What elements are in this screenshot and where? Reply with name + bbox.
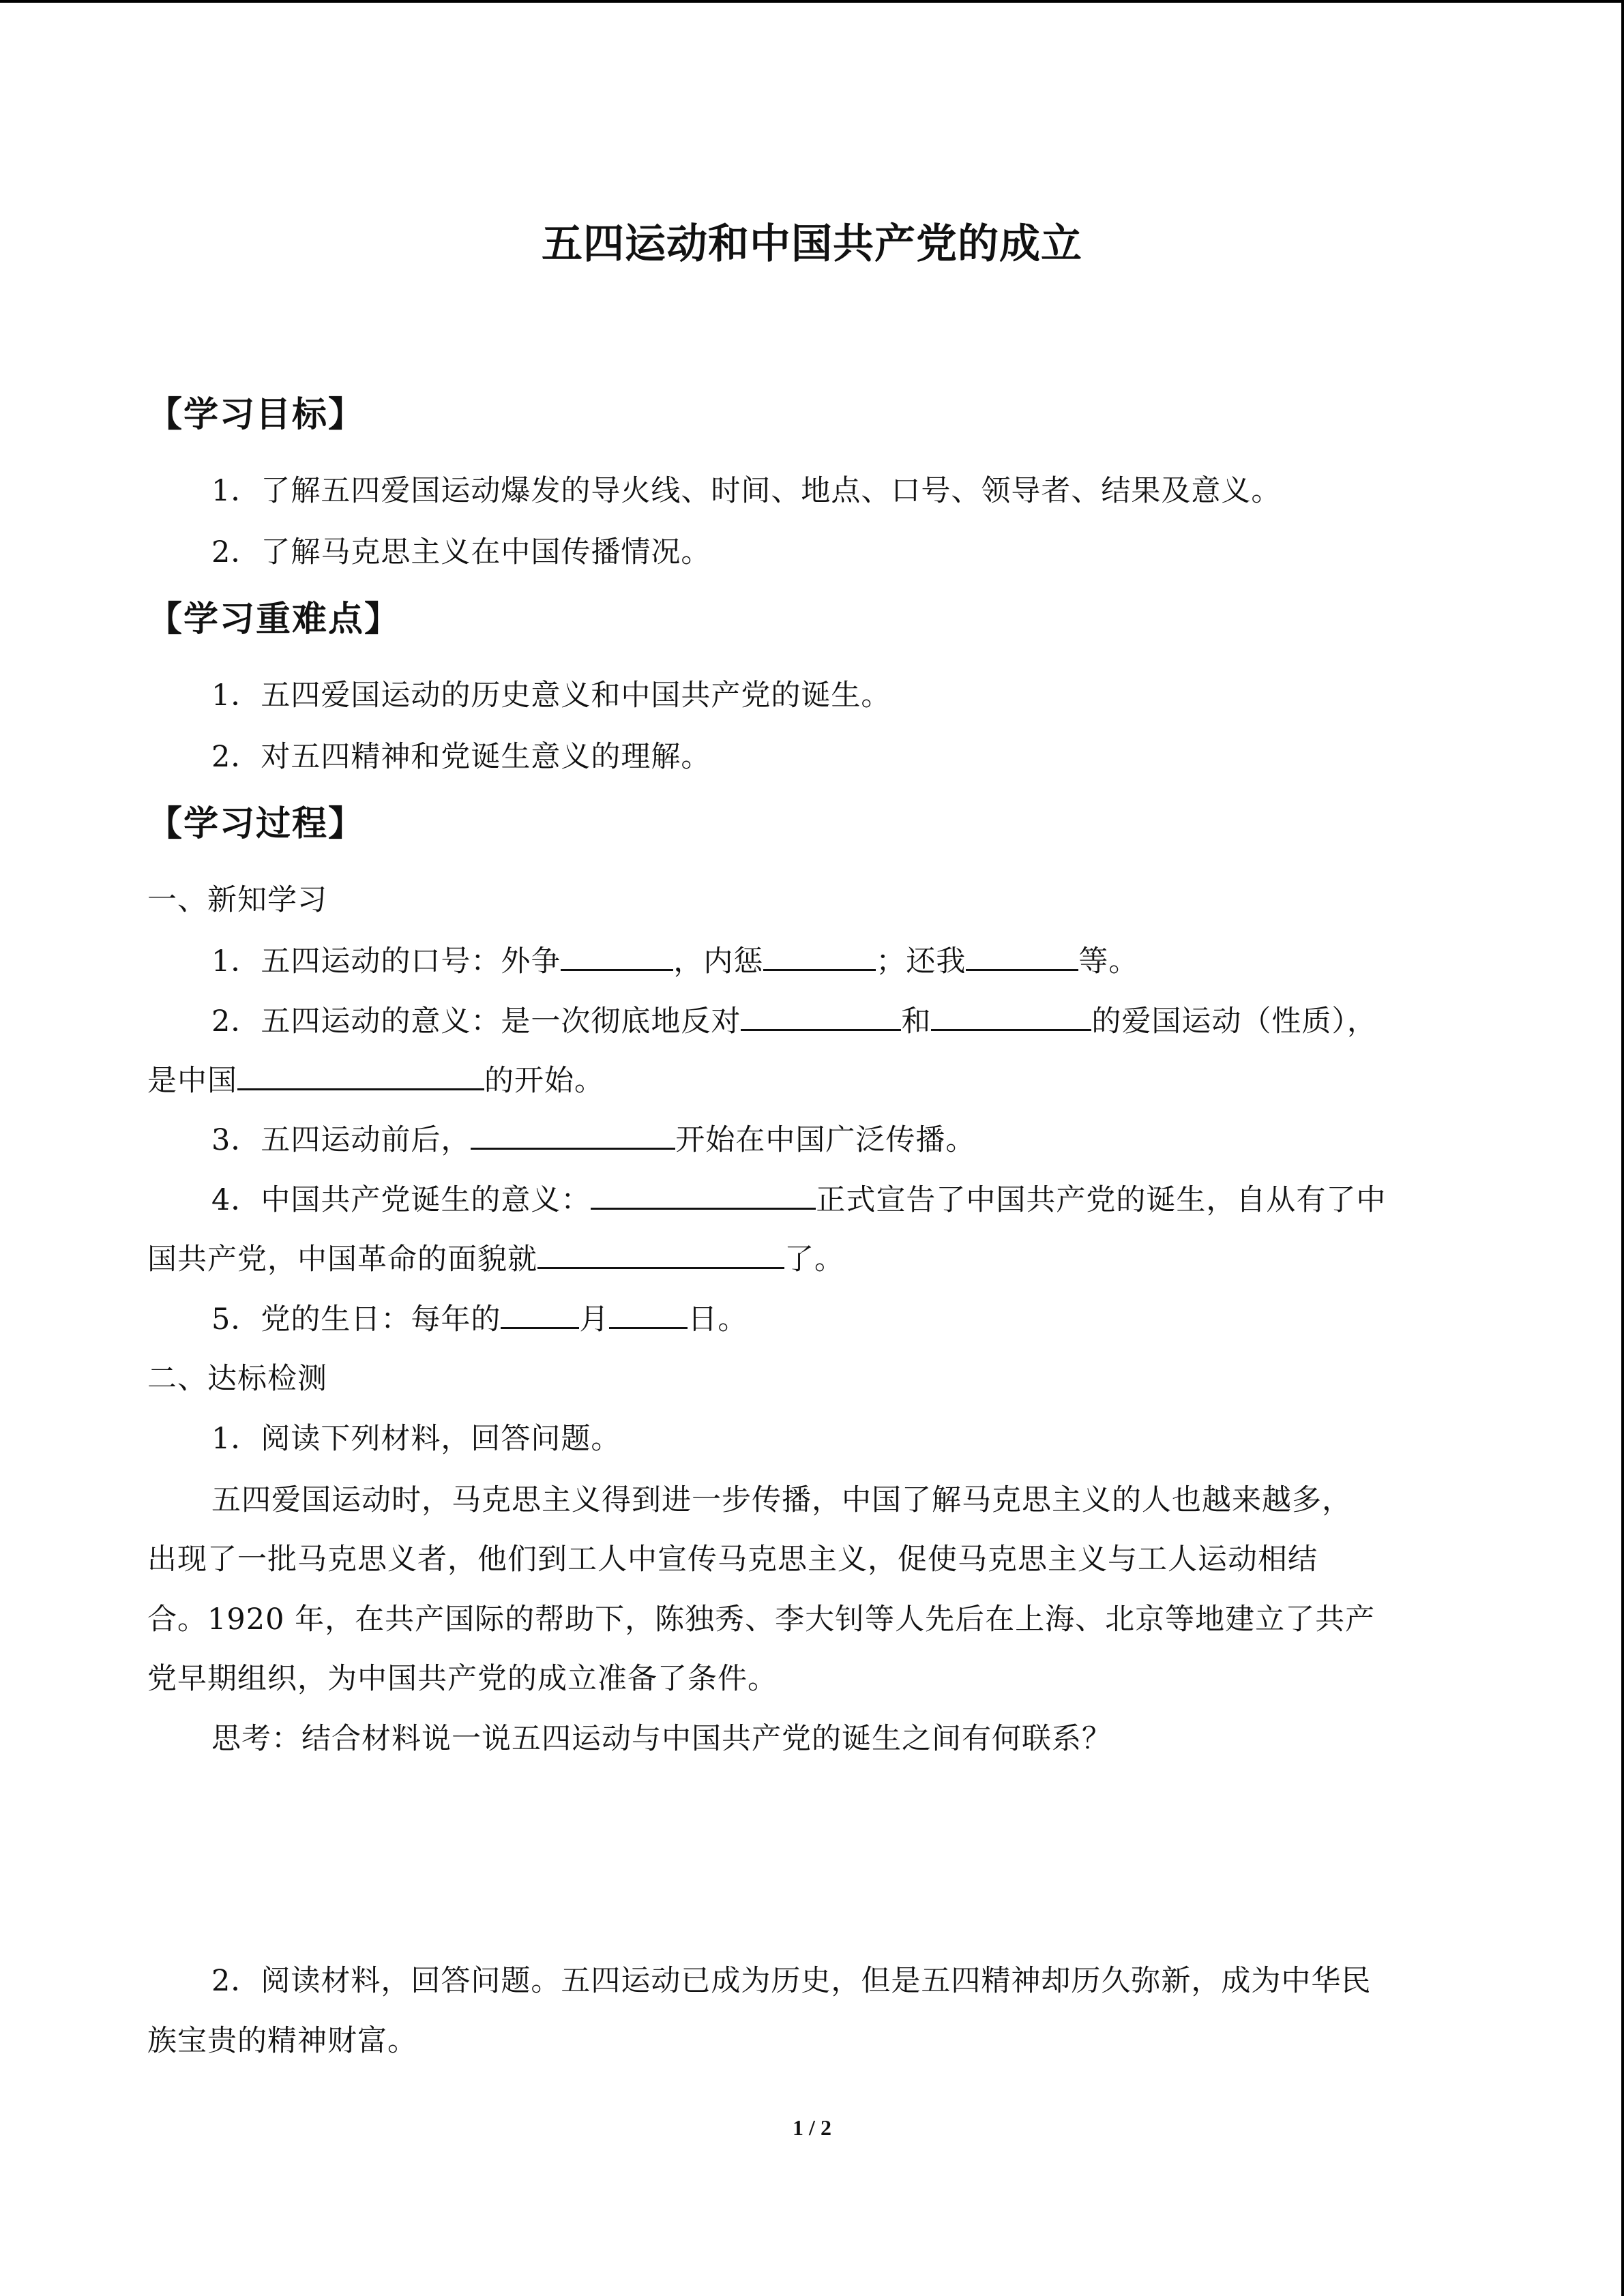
q1-text-c: ；还我: [876, 944, 966, 979]
right-border: [1621, 0, 1624, 2296]
material-line-4: 党早期组织，为中国共产党的成立准备了条件。: [147, 1662, 778, 1696]
q1-text-a: 1．五四运动的口号：外争: [211, 944, 561, 979]
question-2-line-2: [147, 1060, 1477, 1101]
answer-blank[interactable]: [609, 1302, 688, 1329]
answer-blank[interactable]: [237, 1064, 484, 1090]
question-5: [211, 1299, 1541, 1340]
answer-blank[interactable]: [931, 1004, 1091, 1031]
question-4-line-1: [211, 1180, 1541, 1221]
answer-blank[interactable]: [966, 944, 1078, 971]
heading-key-points: 【学习重难点】: [147, 599, 401, 640]
q4-text-c: 国共产党，中国革命的面貌就: [147, 1242, 537, 1277]
question-4-line-2: [147, 1239, 1477, 1280]
answer-blank[interactable]: [741, 1004, 901, 1031]
material-line-2: 出现了一批马克思义者，他们到工人中宣传马克思主义，促使马克思主义与工人运动相结: [147, 1542, 1318, 1577]
part2-question-2-line-2: 族宝贵的精神财富。: [147, 2024, 417, 2058]
part2-question-2-line-1: 2．阅读材料，回答问题。五四运动已成为历史，但是五四精神却历久弥新，成为中华民: [211, 1964, 1372, 1998]
key-point-item-1: 1．五四爱国运动的历史意义和中国共产党的诞生。: [211, 679, 891, 713]
heading-objectives: 【学习目标】: [147, 395, 365, 435]
top-border: [0, 0, 1624, 3]
q3-text-a: 3．五四运动前后，: [211, 1123, 471, 1157]
q2-text-a: 2．五四运动的意义：是一次彻底地反对: [211, 1004, 741, 1039]
answer-blank[interactable]: [591, 1183, 816, 1210]
think-question: 思考：结合材料说一说五四运动与中国共产党的诞生之间有何联系？: [211, 1722, 1112, 1756]
q3-text-b: 开始在中国广泛传播。: [675, 1123, 976, 1157]
answer-blank[interactable]: [501, 1302, 579, 1329]
q4-text-d: 了。: [784, 1242, 844, 1277]
answer-blank[interactable]: [537, 1242, 784, 1269]
question-3: [211, 1120, 1541, 1161]
objective-item-2: 2．了解马克思主义在中国传播情况。: [211, 535, 711, 569]
part2-question-1: 1．阅读下列材料，回答问题。: [211, 1422, 621, 1456]
answer-blank[interactable]: [763, 944, 876, 971]
page-title: 五四运动和中国共产党的成立: [542, 220, 1082, 268]
q5-text-b: 月: [579, 1302, 610, 1337]
material-line-3: 合。1920 年，在共产国际的帮助下，陈独秀、李大钊等人先后在上海、北京等地建立了共产: [147, 1602, 1376, 1637]
q4-text-a: 4．中国共产党诞生的意义：: [211, 1183, 591, 1217]
q2-text-d: 是中国: [147, 1064, 237, 1098]
answer-blank[interactable]: [471, 1123, 675, 1150]
heading-process: 【学习过程】: [147, 804, 365, 844]
question-2-line-1: [211, 1001, 1541, 1042]
q2-text-b: 和: [901, 1004, 932, 1039]
part1-heading: 一、新知学习: [147, 883, 327, 917]
q4-text-b: 正式宣告了中国共产党的诞生，自从有了中: [816, 1183, 1387, 1217]
q5-text-c: 日。: [688, 1302, 748, 1337]
q2-text-e: 的开始。: [484, 1064, 604, 1098]
q5-text-a: 5．党的生日：每年的: [211, 1302, 501, 1337]
q2-text-c: 的爱国运动（性质），: [1091, 1004, 1377, 1039]
question-1: [211, 941, 1541, 982]
answer-blank[interactable]: [561, 944, 673, 971]
page-number: 1 / 2: [793, 2115, 831, 2140]
material-line-1: 五四爱国运动时，马克思主义得到进一步传播，中国了解马克思主义的人也越来越多，: [211, 1483, 1352, 1517]
q1-text-b: ，内惩: [673, 944, 764, 979]
key-point-item-2: 2．对五四精神和党诞生意义的理解。: [211, 740, 711, 774]
part2-heading: 二、达标检测: [147, 1362, 327, 1396]
objective-item-1: 1．了解五四爱国运动爆发的导火线、时间、地点、口号、领导者、结果及意义。: [211, 474, 1282, 508]
q1-text-d: 等。: [1078, 944, 1139, 979]
